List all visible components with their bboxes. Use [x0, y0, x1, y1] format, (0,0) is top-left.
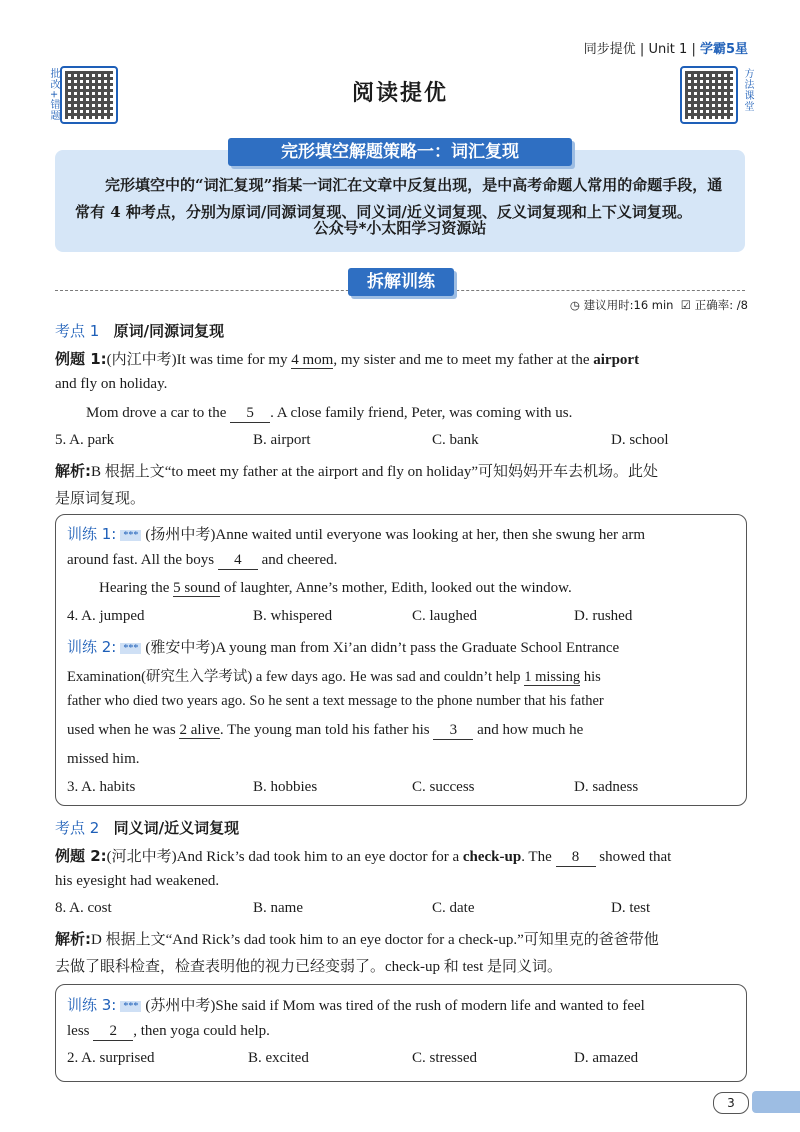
analysis-label: 解析:: [55, 462, 91, 480]
kaodian-label: 考点: [55, 322, 86, 340]
training-text: She said if Mom was tired of the rush of modern life and wanted to feel: [215, 998, 645, 1014]
train-2-line-3: father who died two years ago. So he sent a text message to the phone number that his father: [67, 693, 604, 709]
answer-blank: 5: [230, 405, 270, 423]
example-text: . A close family friend, Peter, was coming with us.: [270, 405, 573, 421]
training-text: of laughter, Anne’s mother, Edith, looked out the window.: [220, 580, 572, 596]
difficulty-stars: ***: [120, 1001, 141, 1012]
example-text: Mom drove a car to the: [86, 405, 231, 421]
training-source: (苏州中考): [145, 998, 216, 1014]
training-text: A young man from Xi’an didn’t pass the Graduate School Entrance: [215, 640, 620, 656]
qr-right-label: 方法课堂: [742, 68, 753, 112]
analysis-text: B 根据上文“to meet my father at the airport and fly on holiday”可知妈妈开车去机场。此处: [91, 464, 658, 480]
analysis-1-line-1: [55, 460, 658, 481]
option-c: C. laughed: [412, 608, 477, 624]
option-d: D. rushed: [574, 608, 633, 624]
train-1-line-1: [67, 523, 645, 544]
example-text: , my sister and me to meet my father at the: [333, 352, 594, 368]
example-1-line-1: [55, 348, 639, 369]
time-info: [570, 297, 748, 313]
option-c: C. bank: [432, 432, 479, 448]
underlined-word: 5 sound: [173, 580, 221, 596]
training-text: and how much he: [473, 722, 584, 738]
kaodian-1-heading: [55, 320, 224, 341]
option-d: D. amazed: [574, 1050, 639, 1066]
example-source: (河北中考): [106, 849, 177, 865]
section-title: 拆解训练: [348, 268, 454, 296]
training-text: , then yoga could help.: [133, 1023, 270, 1039]
example-text: And Rick’s dad took him to an eye doctor for a: [176, 849, 463, 865]
kaodian-label: 考点: [55, 819, 86, 837]
train-1-line-2: [67, 552, 337, 570]
difficulty-stars: ***: [120, 643, 141, 654]
train-2-line-1: [67, 636, 619, 657]
clock-icon: ◷: [569, 298, 580, 312]
training-label: 训练 3:: [67, 996, 117, 1014]
option-a: 3. A. habits: [67, 779, 136, 795]
page-edge-tab: [752, 1091, 800, 1113]
answer-blank: 2: [93, 1023, 133, 1041]
answer-blank: 8: [556, 849, 596, 867]
example-label: 例题 1:: [55, 350, 107, 368]
kaodian-title: 原词/同源词复现: [113, 322, 225, 340]
analysis-1-line-2: 是原词复现。: [55, 491, 146, 507]
watermark-text: 公众号*小太阳学习资源站: [313, 219, 487, 237]
analysis-label: 解析:: [55, 930, 91, 948]
example-2-line-1: [55, 845, 671, 867]
option-d: D. sadness: [574, 779, 639, 795]
analysis-text: D 根据上文“And Rick’s dad took him to an eye doctor for a check-up.”可知里克的爸爸带他: [91, 932, 659, 948]
training-text: Hearing the: [99, 580, 174, 596]
analysis-2-line-1: [55, 928, 659, 949]
train-2-line-4: [67, 722, 583, 740]
running-head: [584, 38, 748, 57]
answer-blank: 4: [218, 552, 258, 570]
bold-word: airport: [593, 352, 640, 368]
option-b: B. airport: [253, 432, 311, 448]
example-label: 例题 2:: [55, 847, 107, 865]
bold-word: check-up: [462, 849, 522, 865]
kaodian-2-heading: [55, 817, 239, 838]
train-3-line-2: [67, 1023, 270, 1041]
training-label: 训练 1:: [67, 525, 117, 543]
training-text: used when he was: [67, 722, 180, 738]
brand-logo: 学霸5星: [699, 42, 748, 57]
train-1-line-3: [99, 580, 572, 597]
example-source: (内江中考): [106, 352, 177, 368]
training-text: his: [580, 669, 601, 685]
kaodian-number: 2: [89, 819, 100, 837]
qr-left-label: 批改+错题: [48, 68, 59, 122]
training-text: . The young man told his father his: [219, 722, 434, 738]
strategy-text: 完形填空中的“词汇复现”指某一词汇在文章中反复出现，是中高考命题人常用的命题手段，通常有 4 种考点，分别为原词/同源词复现、同义词/近义词复现、反义词复现和上下义词复现。: [75, 176, 723, 221]
option-b: B. hobbies: [253, 779, 318, 795]
training-text: around fast. All the boys: [67, 552, 218, 568]
example-text: showed that: [595, 849, 672, 865]
underlined-word: 2 alive: [179, 722, 220, 738]
page-number: 3: [713, 1092, 749, 1114]
option-c: C. stressed: [412, 1050, 477, 1066]
training-text: less: [67, 1023, 94, 1039]
example-1-line-3: [86, 405, 572, 423]
example-text: . The: [521, 849, 556, 865]
example-1-line-2: and fly on holiday.: [55, 376, 168, 392]
answer-blank: 3: [433, 722, 473, 740]
option-b: B. whispered: [253, 608, 333, 624]
training-text: Examination(研究生入学考试) a few days ago. He was sad and couldn’t help: [67, 669, 525, 685]
option-a: 5. A. park: [55, 432, 115, 448]
check-icon: ☑: [680, 298, 692, 312]
training-text: Anne waited until everyone was looking at her, then she swung her arm: [215, 527, 646, 543]
option-b: B. name: [253, 900, 303, 916]
option-a: 2. A. surprised: [67, 1050, 155, 1066]
accuracy: 正确率: /8: [694, 298, 748, 312]
suggested-time: 建议用时:16 min: [583, 298, 674, 312]
difficulty-stars: ***: [120, 530, 141, 541]
training-text: and cheered.: [257, 552, 338, 568]
train-2-line-5: missed him.: [67, 751, 140, 767]
training-label: 训练 2:: [67, 638, 117, 656]
option-a: 4. A. jumped: [67, 608, 145, 624]
training-source: (扬州中考): [145, 527, 216, 543]
example-2-line-2: his eyesight had weakened.: [55, 873, 220, 889]
option-c: C. date: [432, 900, 475, 916]
option-d: D. test: [611, 900, 651, 916]
kaodian-number: 1: [89, 322, 100, 340]
option-a: 8. A. cost: [55, 900, 112, 916]
running-head-text: 同步提优 | Unit 1 |: [583, 42, 700, 57]
strategy-banner: 完形填空解题策略一：词汇复现: [228, 138, 572, 166]
option-c: C. success: [412, 779, 475, 795]
underlined-word: 4 mom: [291, 352, 334, 368]
underlined-word: 1 missing: [524, 669, 581, 685]
option-d: D. school: [611, 432, 669, 448]
kaodian-title: 同义词/近义词复现: [113, 819, 240, 837]
example-text: It was time for my: [176, 352, 292, 368]
page-title: 阅读提优: [351, 81, 448, 106]
training-source: (雅安中考): [145, 640, 216, 656]
analysis-2-line-2: 去做了眼科检查，检查表明他的视力已经变弱了。check-up 和 test 是同义词。: [55, 959, 563, 975]
option-b: B. excited: [248, 1050, 309, 1066]
train-2-line-2: [67, 665, 601, 686]
train-3-line-1: [67, 994, 645, 1015]
